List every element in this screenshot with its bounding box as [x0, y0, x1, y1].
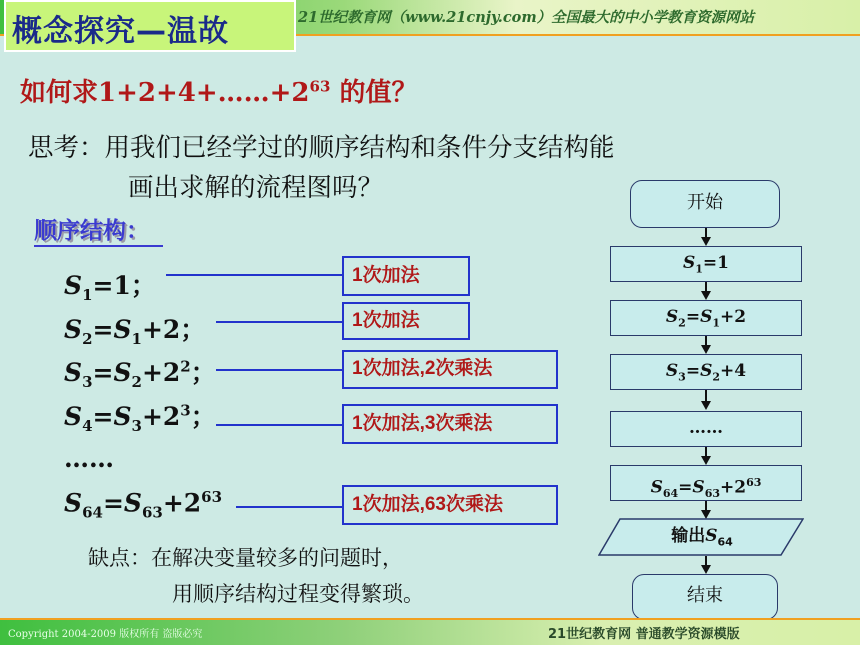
formula-s1: $S_1=1$；	[64, 271, 156, 304]
connector-line-2	[216, 321, 342, 323]
formula-ellipsis: ……	[64, 444, 114, 473]
formula-s3: $S_3=S_2+2^2$；	[64, 357, 216, 391]
question-suffix: 的值？	[330, 78, 418, 108]
flowchart-step-s1: $S_1=1$	[610, 246, 802, 282]
flowchart-step-s3: $S_3=S_2+4$	[610, 354, 802, 390]
flow-arrowhead-3	[701, 345, 711, 354]
connector-line-4	[216, 424, 342, 426]
note-box-3: 1次加法,2次乘法	[342, 350, 558, 389]
connector-line-3	[216, 369, 342, 371]
note-box-5: 1次加法,63次乘法	[342, 485, 558, 525]
formula-s2: $S_2=S_1+2$；	[64, 315, 206, 348]
drawback-line-2: 用顺序结构过程变得繁琐。	[172, 582, 424, 606]
flow-arrowhead-2	[701, 291, 711, 300]
note-box-1: 1次加法	[342, 256, 470, 296]
flow-arrowhead-1	[701, 237, 711, 246]
site-banner: 21世纪教育网（www.21cnjy.com）全国最大的中小学教育资源网站	[298, 9, 755, 26]
note-box-2: 1次加法	[342, 302, 470, 340]
formula-s64: $S_{64}=S_{63}+2^{63}$	[64, 488, 223, 522]
footer-brand: 21世纪教育网 普通教学资源模版	[548, 627, 740, 642]
flow-arrowhead-7	[701, 565, 711, 574]
question	[20, 72, 417, 109]
flowchart-output: 输出$S_{64}$	[671, 526, 733, 549]
thinking-line-2: 画出求解的流程图吗？	[128, 173, 384, 203]
flowchart-end: 结束	[632, 574, 778, 620]
question-exponent: 63	[309, 77, 331, 96]
copyright-text: Copyright 2004-2009 版权所有 盗版必究	[8, 629, 203, 640]
formula-s4: $S_4=S_3+2^3$；	[64, 401, 216, 435]
flowchart-step-s2: $S_2=S_1+2$	[610, 300, 802, 336]
connector-line-5	[236, 506, 342, 508]
drawback-line-1: 缺点：在解决变量较多的问题时，	[88, 546, 403, 570]
question-text: 如何求1+2+4+……+2	[20, 78, 310, 108]
flow-arrowhead-4	[701, 401, 711, 410]
connector-line-1	[166, 274, 342, 276]
page-title: 概念探究—温故	[12, 14, 229, 49]
flowchart-step-s64: $S_{64}=S_{63}+2^{63}$	[610, 465, 802, 501]
section-title: 顺序结构：	[34, 212, 163, 247]
thinking-line-1: 思考：用我们已经学过的顺序结构和条件分支结构能	[28, 133, 615, 163]
flowchart-start: 开始	[630, 180, 780, 228]
note-box-4: 1次加法,3次乘法	[342, 404, 558, 444]
flowchart-ellipsis: ……	[610, 411, 802, 447]
flow-arrowhead-5	[701, 456, 711, 465]
